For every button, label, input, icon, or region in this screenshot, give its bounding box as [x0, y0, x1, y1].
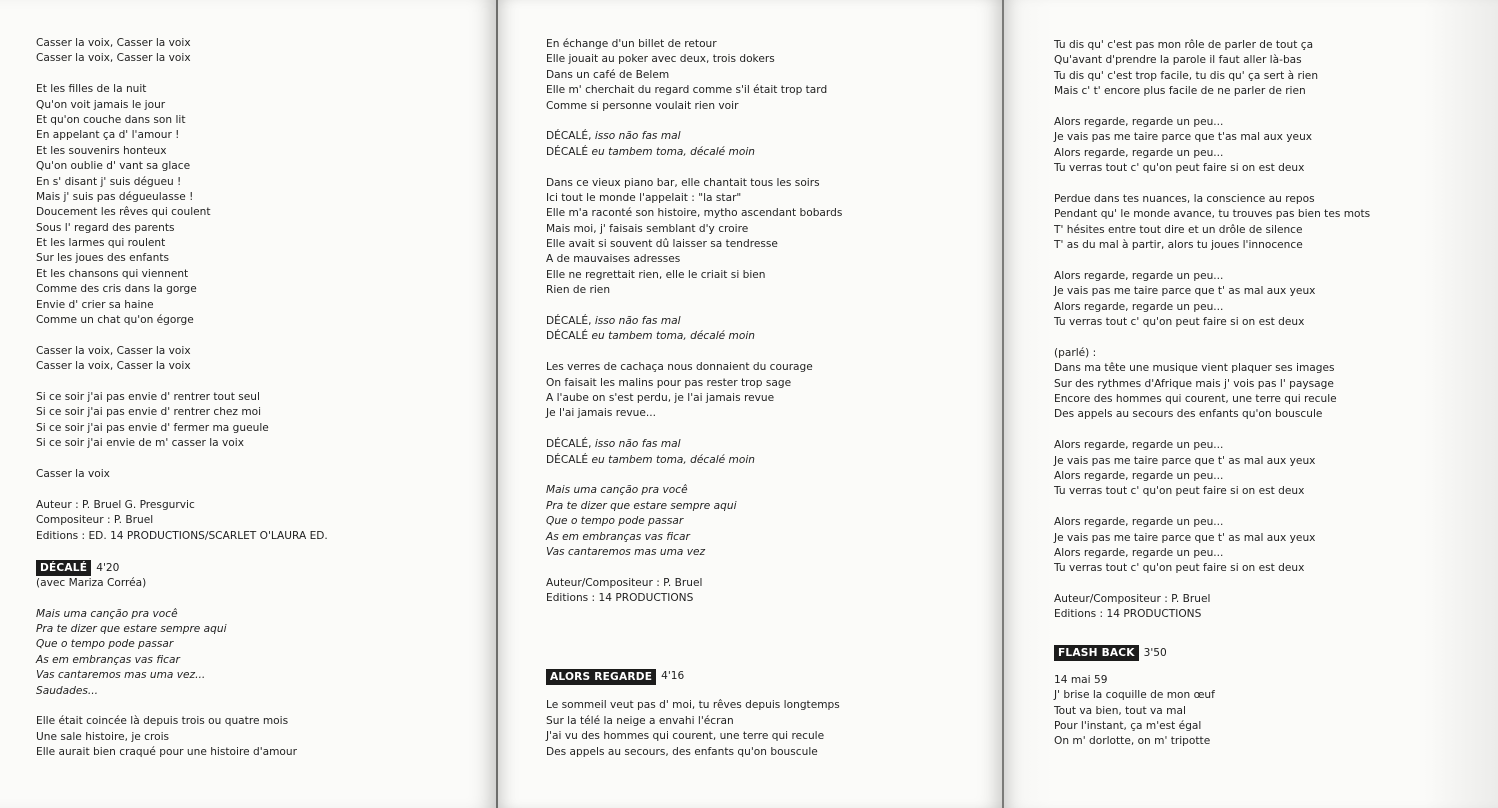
stanza-alors-regarde-verse-2	[1054, 192, 1370, 254]
credit-composer: Compositeur : P. Bruel	[36, 514, 154, 527]
lyric-line: Je vais pas me taire parce que t' as mal aux yeux	[1054, 531, 1316, 544]
song-title: ALORS REGARDE	[546, 669, 656, 685]
chorus-portuguese: eu tambem toma, décalé moin	[591, 145, 755, 158]
lyric-line: Casser la voix, Casser la voix	[36, 344, 191, 357]
stanza-chorus-2	[546, 314, 842, 345]
lyric-line: Sur des rythmes d'Afrique mais j' vois pas l' paysage	[1054, 377, 1334, 390]
credit-editions: Editions : 14 PRODUCTIONS	[1054, 608, 1202, 621]
chorus-portuguese: isso não fas mal	[594, 130, 681, 143]
lyric-line: Et les souvenirs honteux	[36, 144, 167, 157]
lyric-line: En appelant ça d' l'amour !	[36, 129, 180, 142]
lyric-line: Mais j' suis pas dégueulasse !	[36, 190, 194, 203]
lyric-line: Tu dis qu' c'est pas mon rôle de parler de tout ça	[1054, 39, 1314, 51]
stanza-chorus-3	[546, 437, 842, 468]
lyric-line: Tu verras tout c' qu'on peut faire si on est deux	[1054, 162, 1305, 175]
chorus-word: DÉCALÉ,	[546, 438, 595, 451]
lyric-line: Encore des hommes qui courent, une terre qui recule	[1054, 392, 1337, 405]
lyric-line: Qu'on voit jamais le jour	[36, 98, 166, 111]
lyric-line: J'ai vu des hommes qui courent, une terre qui recule	[546, 730, 825, 743]
lyric-line: Elle était coincée là depuis trois ou quatre mois	[36, 715, 289, 728]
lyric-line: Sous l' regard des parents	[36, 221, 175, 234]
stanza-verse-2	[36, 390, 328, 452]
chorus-line	[546, 314, 842, 329]
lyric-line: J' brise la coquille de mon œuf	[1054, 689, 1215, 702]
lyric-line: Sur la télé la neige a envahi l'écran	[546, 714, 734, 727]
lyric-line: Je l'ai jamais revue...	[546, 407, 656, 420]
lyric-line: Comme si personne voulait rien voir	[546, 99, 739, 112]
chorus-word: DÉCALÉ,	[546, 315, 595, 328]
lyric-line: Casser la voix, Casser la voix	[36, 360, 191, 373]
stanza-alors-regarde-verse-1-cont	[1054, 38, 1370, 100]
lyric-line: Je vais pas me taire parce que t' as mal aux yeux	[1054, 285, 1316, 298]
lyric-line: Doucement les rêves qui coulent	[36, 206, 211, 219]
stanza-chorus-1	[1054, 115, 1370, 177]
lyric-line: Ici tout le monde l'appelait : "la star"	[546, 191, 742, 204]
lyric-line: Mais uma canção pra você	[546, 484, 688, 497]
lyric-line: Elle avait si souvent dû laisser sa tendresse	[546, 238, 778, 251]
chorus-line	[546, 129, 842, 144]
lyric-line: A de mauvaises adresses	[546, 253, 681, 266]
chorus-word: DÉCALÉ	[546, 453, 592, 466]
lyric-line: Casser la voix, Casser la voix	[36, 52, 191, 65]
lyric-line: Et les larmes qui roulent	[36, 237, 166, 250]
booklet-page-middle	[498, 0, 1002, 808]
credit-author-composer: Auteur/Compositeur : P. Bruel	[546, 576, 703, 589]
lyric-line: Pra te dizer que estare sempre aqui	[546, 499, 737, 512]
stanza-chorus-1	[546, 129, 842, 160]
lyric-line: Et les filles de la nuit	[36, 83, 147, 96]
lyric-line: Que o tempo pode passar	[546, 515, 684, 528]
lyric-line: Si ce soir j'ai pas envie d' rentrer tout seul	[36, 390, 260, 403]
lyric-line: Le sommeil veut pas d' moi, tu rêves depuis longtemps	[546, 699, 840, 712]
chorus-word: DÉCALÉ	[546, 330, 592, 343]
lyric-line: Les verres de cachaça nous donnaient du courage	[546, 361, 813, 374]
lyric-line: As em embranças vas ficar	[546, 530, 690, 543]
lyric-line: Alors regarde, regarde un peu...	[1054, 546, 1224, 559]
lyric-line: Elle jouait au poker avec deux, trois dokers	[546, 53, 775, 66]
lyric-line: Alors regarde, regarde un peu...	[1054, 115, 1224, 128]
lyric-line: Des appels au secours, des enfants qu'on bouscule	[546, 745, 818, 758]
credit-editions: Editions : 14 PRODUCTIONS	[546, 592, 694, 605]
song-credits	[546, 576, 842, 607]
lyric-line: Que o tempo pode passar	[36, 638, 174, 651]
chorus-line	[546, 329, 842, 344]
lyric-line: Je vais pas me taire parce que t' as mal aux yeux	[1054, 454, 1316, 467]
booklet-page-left	[0, 0, 496, 808]
spoken-label: (parlé) :	[1054, 346, 1097, 359]
lyric-line: On faisait les malins pour pas rester trop sage	[546, 376, 792, 389]
lyric-line: Comme un chat qu'on égorge	[36, 314, 194, 327]
lyric-line: Des appels au secours des enfants qu'on bouscule	[1054, 408, 1323, 421]
lyric-line: Alors regarde, regarde un peu...	[1054, 439, 1224, 452]
lyric-line: Si ce soir j'ai envie de m' casser la voix	[36, 437, 244, 450]
booklet-page-right	[1004, 0, 1498, 808]
chorus-portuguese: isso não fas mal	[594, 315, 681, 328]
song-featuring: (avec Mariza Corréa)	[36, 576, 147, 589]
lyric-line: Vas cantaremos mas uma vez	[546, 545, 706, 558]
lyric-line: Casser la voix, Casser la voix	[36, 37, 191, 49]
lyric-line: T' hésites entre tout dire et un drôle de silence	[1054, 223, 1303, 236]
lyric-line: Et les chansons qui viennent	[36, 267, 189, 280]
lyric-line: 14 mai 59	[1054, 673, 1108, 686]
lyric-line: Pra te dizer que estare sempre aqui	[36, 623, 227, 636]
song-title: DÉCALÉ	[36, 560, 91, 576]
stanza-alors-regarde-verse-1	[546, 698, 842, 760]
song-header-flash-back	[1054, 645, 1370, 662]
lyric-line: Mais uma canção pra você	[36, 607, 178, 620]
lyric-outro: Casser la voix	[36, 467, 110, 480]
credit-editions: Editions : ED. 14 PRODUCTIONS/SCARLET O'LAURA ED.	[36, 529, 328, 542]
credit-author-composer: Auteur/Compositeur : P. Bruel	[1054, 593, 1211, 606]
stanza-verse-1	[36, 82, 328, 328]
lyric-line: Alors regarde, regarde un peu...	[1054, 516, 1224, 529]
lyric-line: Qu'on oublie d' vant sa glace	[36, 160, 191, 173]
stanza-intro	[36, 36, 328, 67]
chorus-portuguese: isso não fas mal	[594, 438, 681, 451]
chorus-portuguese: eu tambem toma, décalé moin	[591, 453, 755, 466]
lyric-line: Saudades...	[36, 684, 99, 697]
lyric-line: Tu verras tout c' qu'on peut faire si on est deux	[1054, 485, 1305, 498]
lyric-line: Pendant qu' le monde avance, tu trouves pas bien tes mots	[1054, 208, 1371, 221]
lyric-line: Mais c' t' encore plus facile de ne parler de rien	[1054, 85, 1306, 98]
stanza-refrain	[36, 344, 328, 375]
lyric-line: Alors regarde, regarde un peu...	[1054, 269, 1224, 282]
lyric-line: Elle ne regrettait rien, elle le criait si bien	[546, 268, 766, 281]
lyric-line: Si ce soir j'ai pas envie d' fermer ma gueule	[36, 421, 269, 434]
lyric-line: Dans ce vieux piano bar, elle chantait tous les soirs	[546, 176, 820, 189]
lyric-line: Sur les joues des enfants	[36, 252, 170, 265]
chorus-line	[546, 437, 842, 452]
lyric-line: Rien de rien	[546, 284, 611, 297]
stanza-portuguese-outro	[546, 483, 842, 560]
chorus-line	[546, 453, 842, 468]
lyric-line: Elle m' cherchait du regard comme s'il était trop tard	[546, 84, 828, 97]
song-credits	[36, 498, 328, 544]
stanza-chorus-4	[1054, 515, 1370, 577]
lyric-line: Tout va bien, tout va mal	[1054, 704, 1186, 717]
lyric-line: Une sale histoire, je crois	[36, 730, 170, 743]
chorus-portuguese: eu tambem toma, décalé moin	[591, 330, 755, 343]
stanza-chorus-3	[1054, 438, 1370, 500]
lyric-line: Comme des cris dans la gorge	[36, 283, 197, 296]
lyrics-column-decale	[546, 37, 842, 760]
stanza-decale-verse-1-cont	[546, 37, 842, 114]
chorus-line	[546, 145, 842, 160]
lyric-line: Tu verras tout c' qu'on peut faire si on est deux	[1054, 316, 1305, 329]
lyric-line: Dans un café de Belem	[546, 68, 670, 81]
stanza-decale-verse-1	[36, 714, 328, 760]
stanza-decale-verse-2	[546, 176, 842, 299]
lyric-line: Envie d' crier sa haine	[36, 298, 154, 311]
lyric-line: Elle m'a raconté son histoire, mytho ascendant bobards	[546, 207, 843, 220]
lyric-line: Alors regarde, regarde un peu...	[1054, 469, 1224, 482]
lyric-line: En échange d'un billet de retour	[546, 38, 717, 50]
stanza-decale-verse-3	[546, 360, 842, 422]
song-duration: 4'20	[96, 561, 120, 574]
lyric-line: T' as du mal à partir, alors tu joues l'innocence	[1054, 239, 1303, 252]
lyrics-column-casser-la-voix	[36, 36, 328, 761]
song-duration: 4'16	[661, 670, 685, 683]
stanza-flash-back-verse-1	[1054, 673, 1370, 750]
song-title: FLASH BACK	[1054, 645, 1139, 661]
credit-author: Auteur : P. Bruel G. Presgurvic	[36, 498, 195, 511]
song-duration: 3'50	[1143, 646, 1167, 659]
lyric-line: Vas cantaremos mas uma vez...	[36, 669, 206, 682]
lyric-line: Et qu'on couche dans son lit	[36, 113, 186, 126]
stanza-chorus-2	[1054, 269, 1370, 331]
lyric-line: Tu dis qu' c'est trop facile, tu dis qu' ça sert à rien	[1054, 69, 1319, 82]
lyrics-column-alors-regarde	[1054, 38, 1370, 750]
lyric-line: Qu'avant d'prendre la parole il faut aller là-bas	[1054, 54, 1302, 67]
lyric-line: As em embranças vas ficar	[36, 653, 180, 666]
lyric-line: Dans ma tête une musique vient plaquer ses images	[1054, 362, 1335, 375]
chorus-word: DÉCALÉ,	[546, 130, 595, 143]
lyric-line: Si ce soir j'ai pas envie d' rentrer chez moi	[36, 406, 262, 419]
lyric-line: Perdue dans tes nuances, la conscience au repos	[1054, 192, 1315, 205]
song-credits	[1054, 592, 1370, 623]
chorus-word: DÉCALÉ	[546, 145, 592, 158]
lyric-line: On m' dorlotte, on m' tripotte	[1054, 735, 1211, 748]
lyric-line: En s' disant j' suis dégueu !	[36, 175, 182, 188]
song-header-alors-regarde	[546, 668, 842, 685]
lyric-line: Tu verras tout c' qu'on peut faire si on est deux	[1054, 562, 1305, 575]
lyric-line: Je vais pas me taire parce que t'as mal aux yeux	[1054, 131, 1313, 144]
lyric-line: Elle aurait bien craqué pour une histoire d'amour	[36, 746, 297, 759]
lyric-line: Alors regarde, regarde un peu...	[1054, 146, 1224, 159]
lyric-line: Pour l'instant, ça m'est égal	[1054, 720, 1202, 733]
lyric-line: Mais moi, j' faisais semblant d'y croire	[546, 222, 749, 235]
stanza-spoken	[1054, 346, 1370, 423]
lyric-line: Alors regarde, regarde un peu...	[1054, 300, 1224, 313]
lyric-line: A l'aube on s'est perdu, je l'ai jamais revue	[546, 391, 775, 404]
stanza-portuguese-intro	[36, 607, 328, 699]
song-header-decale	[36, 560, 328, 577]
